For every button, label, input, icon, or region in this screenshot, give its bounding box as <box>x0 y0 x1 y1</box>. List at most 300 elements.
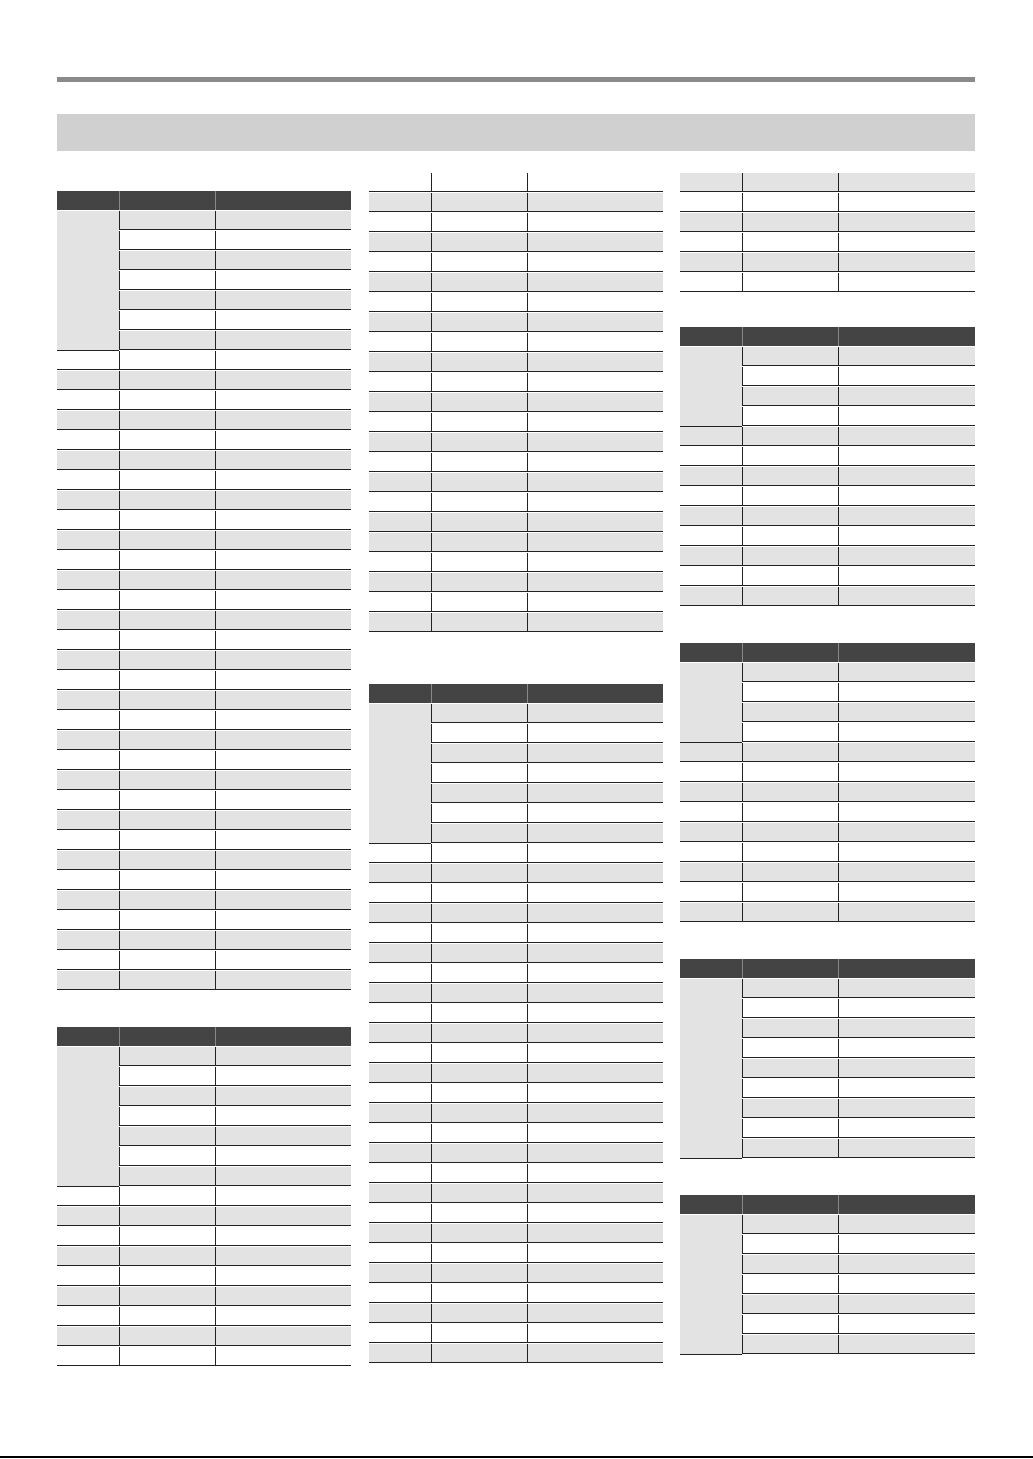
table-row <box>369 1284 663 1303</box>
table-cell <box>57 1227 119 1246</box>
table-row <box>57 631 351 650</box>
table-cell <box>527 413 663 432</box>
table-row <box>369 1064 663 1083</box>
table-cell <box>57 591 119 610</box>
table-row <box>369 1204 663 1223</box>
table-cell <box>742 587 838 606</box>
table-cell <box>215 971 351 990</box>
table-cell <box>527 513 663 532</box>
table-cell <box>431 1284 527 1303</box>
table-cell <box>742 407 838 426</box>
table-row <box>369 1224 663 1243</box>
table-cell <box>57 671 119 690</box>
table-cell <box>838 427 975 446</box>
table-cell <box>369 904 431 923</box>
table-cell <box>527 1024 663 1043</box>
table-row <box>680 763 975 782</box>
table-cell <box>57 771 119 790</box>
table-cell <box>215 1287 351 1306</box>
table-cell <box>680 783 742 802</box>
table-cell <box>57 1207 119 1226</box>
table-cell <box>742 1099 838 1118</box>
table-cell <box>742 567 838 586</box>
table-cell <box>680 903 742 922</box>
table-cell <box>838 863 975 882</box>
table-cell <box>431 1264 527 1283</box>
table-cell <box>119 691 215 710</box>
table-cell <box>119 471 215 490</box>
table-cell <box>431 333 527 352</box>
table-cell <box>57 691 119 710</box>
table-cell <box>838 173 975 192</box>
table-cell <box>838 843 975 862</box>
table-cell <box>838 1039 975 1058</box>
table-cell <box>431 1084 527 1103</box>
table-cell <box>369 593 431 612</box>
table-cell <box>680 427 742 446</box>
table-cell <box>742 1335 838 1354</box>
table-cell <box>119 711 215 730</box>
table-row <box>57 951 351 970</box>
table-cell <box>527 373 663 392</box>
table-cell <box>369 1284 431 1303</box>
table-cell <box>215 371 351 390</box>
table-cell <box>431 393 527 412</box>
table-row <box>57 1327 351 1346</box>
table-cell <box>742 1235 838 1254</box>
table-cell <box>369 964 431 983</box>
table-cell <box>680 253 742 272</box>
table-cell <box>838 1275 975 1294</box>
table-cell <box>215 651 351 670</box>
table-cell <box>215 271 351 290</box>
table-cell <box>369 924 431 943</box>
table-cell <box>369 613 431 632</box>
table-cell <box>742 213 838 232</box>
table-cell <box>838 903 975 922</box>
table-c2-t1 <box>369 173 663 633</box>
section-header-band <box>57 114 975 151</box>
table-cell <box>369 373 431 392</box>
table-row <box>680 193 975 212</box>
table-cell <box>742 507 838 526</box>
table-cell <box>527 804 663 823</box>
table-cell <box>119 1127 215 1146</box>
table-cell <box>215 391 351 410</box>
table-cell <box>527 533 663 552</box>
table-row <box>369 593 663 612</box>
table-cell <box>742 273 838 292</box>
table-row <box>57 691 351 710</box>
table-cell <box>680 467 742 486</box>
table-cell <box>742 823 838 842</box>
table-row <box>680 487 975 506</box>
table-cell <box>57 511 119 530</box>
table-cell <box>742 1139 838 1158</box>
table-cell <box>215 671 351 690</box>
table-row <box>680 233 975 252</box>
table-row <box>57 351 351 370</box>
table-cell <box>215 531 351 550</box>
table-row <box>369 373 663 392</box>
table-cell <box>527 1204 663 1223</box>
table-cell <box>742 1315 838 1334</box>
table-row <box>57 431 351 450</box>
table-cell <box>838 803 975 822</box>
table-cell <box>680 193 742 212</box>
table-cell <box>57 191 119 210</box>
table-cell <box>527 1324 663 1343</box>
table-row <box>57 771 351 790</box>
table-row <box>680 587 975 606</box>
table-row <box>57 491 351 510</box>
table-cell <box>215 351 351 370</box>
table-cell <box>527 433 663 452</box>
table-header-row <box>680 643 975 662</box>
table-cell <box>527 273 663 292</box>
table-row <box>369 553 663 572</box>
table-cell <box>57 1027 119 1046</box>
table-cell <box>742 347 838 366</box>
table-row <box>680 507 975 526</box>
table-cell <box>431 613 527 632</box>
table-row <box>57 1187 351 1206</box>
table-cell <box>527 884 663 903</box>
table-cell <box>57 571 119 590</box>
table-row <box>369 1004 663 1023</box>
table-cell <box>119 431 215 450</box>
table-row <box>57 911 351 930</box>
table-cell <box>215 871 351 890</box>
table-row <box>680 173 975 192</box>
table-row <box>369 964 663 983</box>
table-row <box>680 273 975 292</box>
table-cell <box>527 1044 663 1063</box>
table-cell <box>742 843 838 862</box>
table-cell <box>431 373 527 392</box>
table-cell <box>119 1307 215 1326</box>
table-row <box>369 1104 663 1123</box>
table-cell <box>838 233 975 252</box>
table-cell <box>838 567 975 586</box>
table-cell <box>742 643 838 662</box>
table-cell <box>680 487 742 506</box>
table-row <box>369 864 663 883</box>
table-cell <box>680 507 742 526</box>
table-cell <box>838 999 975 1018</box>
table-row <box>369 1084 663 1103</box>
table-row <box>57 591 351 610</box>
table-cell <box>742 883 838 902</box>
table-row <box>57 831 351 850</box>
table-row <box>57 751 351 770</box>
table-cell <box>680 1195 742 1214</box>
table-cell <box>431 904 527 923</box>
table-cell <box>369 1264 431 1283</box>
table-row <box>369 433 663 452</box>
table-cell <box>742 387 838 406</box>
table-cell <box>431 193 527 212</box>
table-cell <box>119 791 215 810</box>
table-row <box>57 411 351 430</box>
table-cell <box>119 851 215 870</box>
table-cell <box>742 1059 838 1078</box>
table-cell <box>369 1184 431 1203</box>
table-cell <box>57 1187 119 1206</box>
table-cell <box>119 671 215 690</box>
table-cell <box>431 704 527 723</box>
table-cell <box>119 1087 215 1106</box>
table-cell <box>838 643 975 662</box>
table-cell <box>215 951 351 970</box>
table-cell <box>215 891 351 910</box>
table-cell <box>680 173 742 192</box>
table-cell <box>527 333 663 352</box>
table-cell <box>527 453 663 472</box>
table-cell <box>215 691 351 710</box>
table-row <box>680 863 975 882</box>
table-cell <box>527 1284 663 1303</box>
table-cell <box>742 447 838 466</box>
table-cell <box>119 371 215 390</box>
table-cell <box>431 273 527 292</box>
table-cell <box>369 333 431 352</box>
table-cell <box>838 1295 975 1314</box>
table-row <box>57 571 351 590</box>
table-row <box>680 213 975 232</box>
table-cell <box>527 353 663 372</box>
table-row <box>369 193 663 212</box>
table-cell <box>742 903 838 922</box>
table-cell <box>57 911 119 930</box>
table-cell <box>527 824 663 843</box>
table-row <box>680 803 975 822</box>
table-cell <box>119 511 215 530</box>
table-cell <box>57 1247 119 1266</box>
table-cell <box>119 951 215 970</box>
table-cell <box>838 367 975 386</box>
table-cell <box>742 1215 838 1234</box>
table-cell <box>527 1084 663 1103</box>
table-cell <box>431 213 527 232</box>
table-cell <box>369 453 431 472</box>
table-cell <box>215 1247 351 1266</box>
table-row <box>369 413 663 432</box>
table-cell <box>119 811 215 830</box>
table-row <box>680 467 975 486</box>
table-row <box>369 1344 663 1363</box>
table-cell <box>119 1027 215 1046</box>
table-row <box>369 1124 663 1143</box>
table-cell <box>838 1335 975 1354</box>
table-cell <box>119 191 215 210</box>
table-cell <box>838 447 975 466</box>
table-cell <box>431 433 527 452</box>
table-cell <box>527 1244 663 1263</box>
table-cell <box>680 447 742 466</box>
table-cell <box>369 273 431 292</box>
table-cell <box>215 1307 351 1326</box>
table-cell <box>431 1324 527 1343</box>
table-cell <box>838 959 975 978</box>
table-cell <box>57 791 119 810</box>
table-cell <box>57 611 119 630</box>
table-cell <box>838 347 975 366</box>
table-cell <box>742 193 838 212</box>
table-row <box>57 531 351 550</box>
table-cell <box>119 871 215 890</box>
table-row <box>680 903 975 922</box>
table-cell <box>838 1235 975 1254</box>
table-header-row <box>369 684 663 703</box>
table-row <box>57 651 351 670</box>
table-row <box>369 293 663 312</box>
table-cell <box>527 764 663 783</box>
table-cell <box>119 1267 215 1286</box>
table-cell <box>369 233 431 252</box>
table-cell <box>215 311 351 330</box>
table-cell <box>57 631 119 650</box>
table-cell <box>431 744 527 763</box>
table-cell <box>57 531 119 550</box>
table-cell <box>838 1079 975 1098</box>
table-cell <box>215 471 351 490</box>
table-cell <box>215 791 351 810</box>
table-cell <box>369 253 431 272</box>
table-cell <box>431 944 527 963</box>
table-row <box>369 944 663 963</box>
table-cell <box>57 1327 119 1346</box>
table-row <box>369 1304 663 1323</box>
table-cell <box>527 233 663 252</box>
table-cell <box>119 911 215 930</box>
table-cell <box>57 491 119 510</box>
table-row <box>680 447 975 466</box>
table-cell <box>369 413 431 432</box>
table-row <box>369 473 663 492</box>
table-cell <box>369 944 431 963</box>
table-cell <box>119 1147 215 1166</box>
table-cell <box>431 313 527 332</box>
table-cell <box>215 231 351 250</box>
table-cell <box>119 1347 215 1366</box>
table-cell <box>119 571 215 590</box>
table-cell <box>527 493 663 512</box>
table-row <box>369 884 663 903</box>
table-cell <box>369 1004 431 1023</box>
table-cell <box>527 1144 663 1163</box>
table-cell <box>57 951 119 970</box>
table-cell <box>838 587 975 606</box>
merged-group-cell <box>680 979 742 1159</box>
table-cell <box>838 883 975 902</box>
table-cell <box>369 864 431 883</box>
table-cell <box>527 313 663 332</box>
table-cell <box>527 173 663 192</box>
merged-group-cell <box>57 1047 119 1187</box>
table-cell <box>680 527 742 546</box>
table-cell <box>369 1044 431 1063</box>
table-cell <box>119 451 215 470</box>
table-cell <box>119 291 215 310</box>
table-cell <box>838 1215 975 1234</box>
table-row <box>369 1024 663 1043</box>
table-cell <box>742 959 838 978</box>
table-cell <box>527 1304 663 1323</box>
table-row <box>57 731 351 750</box>
table-cell <box>369 844 431 863</box>
table-cell <box>742 803 838 822</box>
table-cell <box>369 193 431 212</box>
table-row <box>57 371 351 390</box>
table-cell <box>680 843 742 862</box>
table-cell <box>527 1264 663 1283</box>
table-cell <box>431 764 527 783</box>
table-cell <box>369 1164 431 1183</box>
table-cell <box>680 803 742 822</box>
table-cell <box>838 743 975 762</box>
table-cell <box>431 724 527 743</box>
table-row <box>680 527 975 546</box>
table-cell <box>431 1244 527 1263</box>
table-cell <box>215 1047 351 1066</box>
table-cell <box>119 491 215 510</box>
table-row <box>57 791 351 810</box>
table-row <box>57 811 351 830</box>
table-cell <box>57 751 119 770</box>
table-cell <box>57 411 119 430</box>
table-cell <box>57 451 119 470</box>
table-cell <box>215 831 351 850</box>
table-cell <box>742 1195 838 1214</box>
table-cell <box>680 567 742 586</box>
table-cell <box>57 391 119 410</box>
table-c2-t2 <box>369 684 663 1364</box>
table-cell <box>527 573 663 592</box>
table-cell <box>527 904 663 923</box>
table-row <box>57 391 351 410</box>
table-cell <box>742 1255 838 1274</box>
table-cell <box>431 1064 527 1083</box>
table-cell <box>742 863 838 882</box>
table-cell <box>369 1144 431 1163</box>
table-cell <box>838 387 975 406</box>
table-cell <box>57 1347 119 1366</box>
table-cell <box>431 413 527 432</box>
table-cell <box>431 453 527 472</box>
table-cell <box>215 851 351 870</box>
table-cell <box>57 371 119 390</box>
table-row <box>57 511 351 530</box>
table-cell <box>215 771 351 790</box>
table-cell <box>527 553 663 572</box>
table-cell <box>215 1187 351 1206</box>
table-row <box>369 984 663 1003</box>
table-cell <box>431 173 527 192</box>
table-cell <box>742 723 838 742</box>
table-cell <box>527 924 663 943</box>
table-cell <box>527 1064 663 1083</box>
table-cell <box>431 493 527 512</box>
table-cell <box>431 553 527 572</box>
table-cell <box>369 1324 431 1343</box>
table-cell <box>838 1119 975 1138</box>
table-row <box>369 1264 663 1283</box>
table-cell <box>680 273 742 292</box>
table-row <box>369 333 663 352</box>
table-cell <box>119 1187 215 1206</box>
table-header-row <box>680 327 975 346</box>
